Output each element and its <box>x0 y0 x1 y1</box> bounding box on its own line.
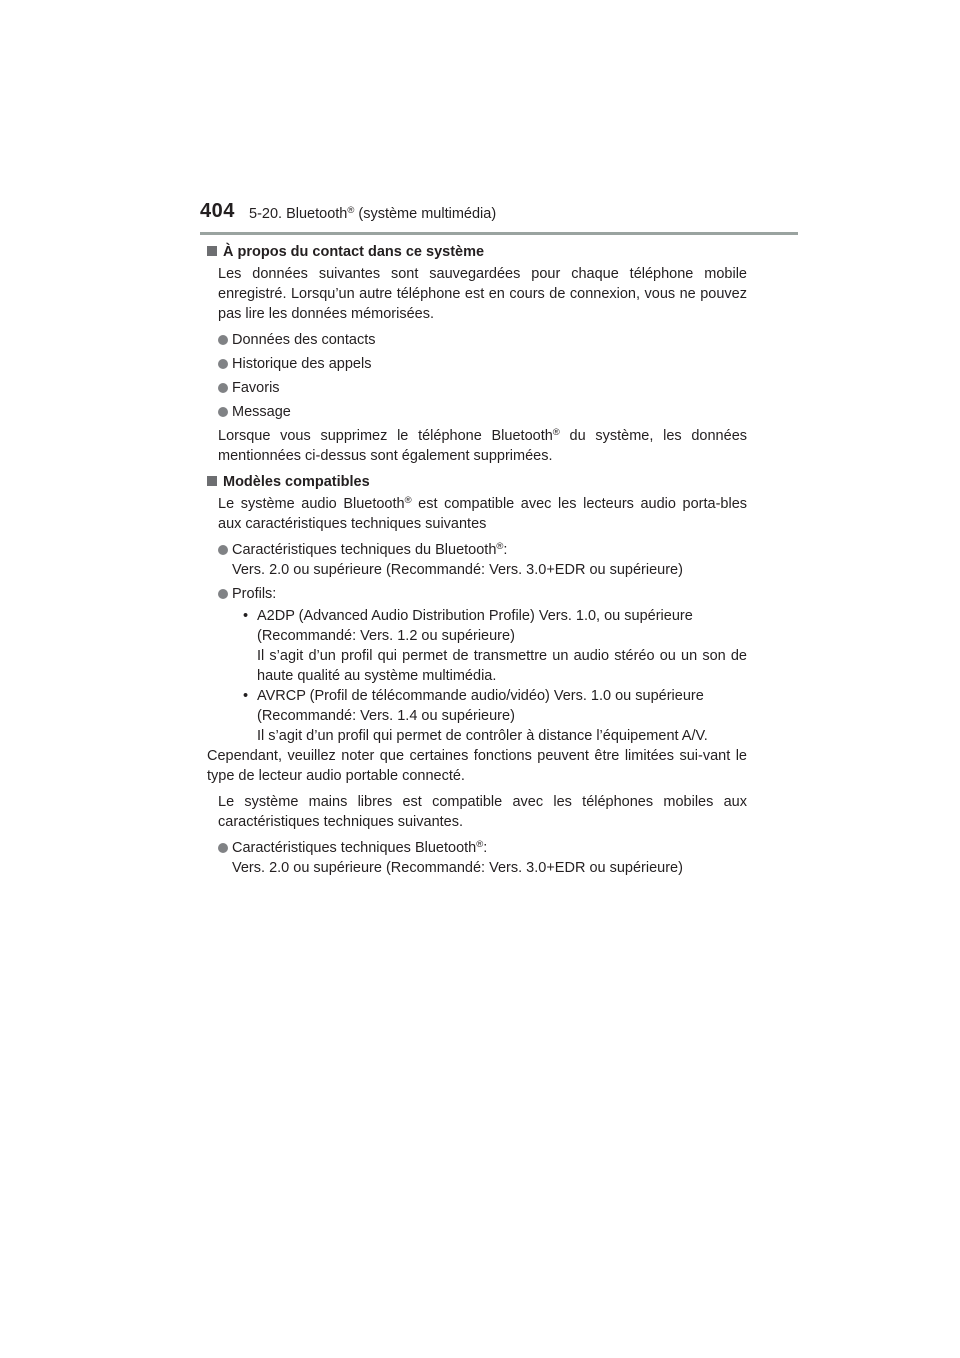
list-item-text: Favoris <box>232 380 280 396</box>
round-bullet-icon <box>218 589 228 599</box>
round-bullet-icon <box>218 359 228 369</box>
section-heading-text: Modèles compatibles <box>223 474 370 490</box>
list-item <box>218 330 747 350</box>
chapter-title-text: 5-20. Bluetooth <box>249 206 348 222</box>
note-text-end: du système, les données mentionnées ci-dessus sont également supprimées. <box>218 428 748 464</box>
spec-colon: : <box>503 542 508 558</box>
round-bullet-icon <box>218 843 228 853</box>
spec-label: Caractéristiques techniques Bluetooth <box>232 840 477 856</box>
profile-recommended: (Recommandé: Vers. 1.2 ou supérieure) <box>257 628 515 644</box>
spec-colon: : <box>483 840 488 856</box>
audio-intro-text: Le système audio Bluetooth <box>218 496 405 512</box>
list-item <box>218 378 747 398</box>
paragraph-caveat: Cependant, veuillez noter que certaines fonctions peuvent être limitées sui-vant le type de lecteur audio portable connecté. <box>207 748 747 784</box>
section-heading-text: À propos du contact dans ce système <box>223 244 485 260</box>
section-heading-contacts <box>207 242 747 262</box>
paragraph-audio-intro <box>218 494 747 534</box>
paragraph-handsfree: Le système mains libres est compatible avec les téléphones mobiles aux caractéristiques techniques suivantes. <box>218 794 747 830</box>
section-heading-compatible <box>207 472 747 492</box>
list-item <box>218 354 747 374</box>
chapter-title <box>249 206 496 222</box>
spec-label: Caractéristiques techniques du Bluetooth <box>232 542 497 558</box>
registered-mark: ® <box>347 204 355 216</box>
list-item <box>218 402 747 422</box>
round-bullet-icon <box>218 407 228 417</box>
square-bullet-icon <box>207 246 217 256</box>
profile-name: AVRCP (Profil de télécommande audio/vidéo) Vers. 1.0 ou supérieure <box>257 688 704 704</box>
chapter-title-suffix: (système multimédia) <box>354 206 497 222</box>
list-item-text: Données des contacts <box>232 332 376 348</box>
paragraph-contacts-intro: Les données suivantes sont sauvegardées pour chaque téléphone mobile enregistré. Lorsqu’un autre téléphone est en cours de connexion, vous ne pouvez pas lire les données mémorisées. <box>218 266 747 322</box>
page-number: 404 <box>200 200 235 222</box>
note-text: Lorsque vous supprimez le téléphone Bluetooth <box>218 428 553 444</box>
registered-mark: ® <box>476 838 484 850</box>
list-item-text <box>232 838 747 878</box>
profile-name: A2DP (Advanced Audio Distribution Profile) Vers. 1.0, ou supérieure <box>257 608 693 624</box>
list-item-text <box>232 540 747 580</box>
list-item <box>218 540 747 580</box>
profile-description: Il s’agit d’un profil qui permet de contrôler à distance l’équipement A/V. <box>257 728 708 744</box>
registered-mark: ® <box>496 540 504 552</box>
paragraph-delete-note <box>218 426 747 466</box>
round-bullet-icon <box>218 545 228 555</box>
profile-item <box>243 686 747 706</box>
audio-intro-text-end: est compatible avec les lecteurs audio porta-bles aux caractéristiques techniques suivantes <box>218 496 748 532</box>
list-item <box>218 584 747 604</box>
list-item <box>218 838 747 878</box>
list-item-text: Profils: <box>232 586 277 602</box>
round-bullet-icon <box>218 335 228 345</box>
profile-recommended: (Recommandé: Vers. 1.4 ou supérieure) <box>257 708 515 724</box>
page-body <box>207 242 747 882</box>
registered-mark: ® <box>552 426 560 438</box>
list-item-text: Message <box>232 404 291 420</box>
header-divider <box>200 232 798 235</box>
page-header <box>0 0 960 240</box>
spec-value: Vers. 2.0 ou supérieure (Recommandé: Vers. 3.0+EDR ou supérieure) <box>232 562 683 578</box>
round-bullet-icon <box>218 383 228 393</box>
square-bullet-icon <box>207 476 217 486</box>
dot-marker: • <box>243 688 249 704</box>
spec-value: Vers. 2.0 ou supérieure (Recommandé: Vers. 3.0+EDR ou supérieure) <box>232 860 683 876</box>
registered-mark: ® <box>404 494 412 506</box>
profile-description: Il s’agit d’un profil qui permet de transmettre un audio stéréo ou un son de haute qualité au système multimédia. <box>257 648 747 684</box>
list-item-text: Historique des appels <box>232 356 372 372</box>
profile-item <box>243 606 747 626</box>
dot-marker: • <box>243 608 249 624</box>
